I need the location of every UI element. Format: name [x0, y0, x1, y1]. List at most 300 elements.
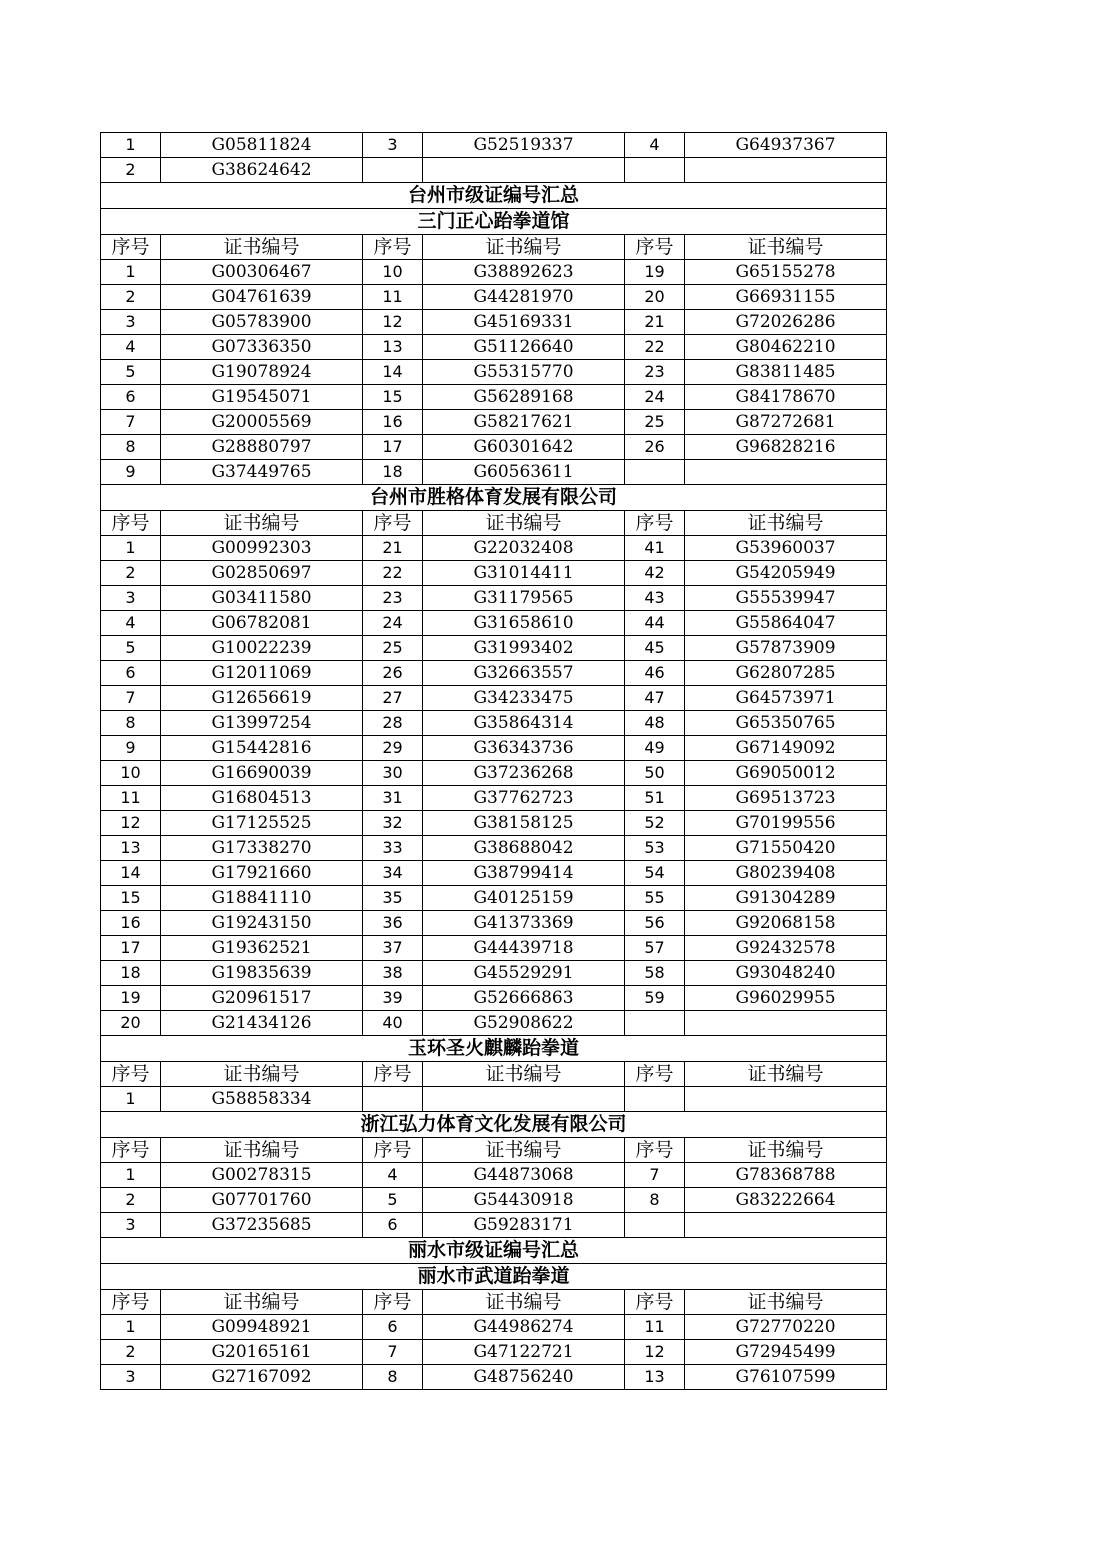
section-title: 丽水市武道跆拳道: [101, 1264, 887, 1290]
cert-number-cell: G52666863: [423, 986, 625, 1011]
seq-cell: 2: [101, 1188, 161, 1213]
cert-number-cell: G31658610: [423, 611, 625, 636]
header-cert: 证书编号: [161, 511, 363, 536]
cert-number-cell: G37235685: [161, 1213, 363, 1238]
header-cert: 证书编号: [423, 1062, 625, 1087]
seq-cell: 13: [625, 1365, 685, 1390]
seq-cell: 11: [625, 1315, 685, 1340]
cert-number-cell: G19078924: [161, 360, 363, 385]
seq-cell: 25: [363, 636, 423, 661]
section-title: 浙江弘力体育文化发展有限公司: [101, 1112, 887, 1138]
cert-number-cell: G41373369: [423, 911, 625, 936]
seq-cell: 3: [363, 133, 423, 158]
seq-cell: [363, 1087, 423, 1112]
cert-number-cell: G00306467: [161, 260, 363, 285]
table-row: [101, 435, 887, 460]
column-header-row: [101, 1290, 887, 1315]
seq-cell: 8: [363, 1365, 423, 1390]
cert-number-cell: [685, 1087, 887, 1112]
table-row: [101, 636, 887, 661]
seq-cell: 8: [101, 435, 161, 460]
cert-number-cell: G65350765: [685, 711, 887, 736]
table-row: [101, 561, 887, 586]
seq-cell: 55: [625, 886, 685, 911]
cert-number-cell: G22032408: [423, 536, 625, 561]
seq-cell: 11: [363, 285, 423, 310]
table-row: [101, 1087, 887, 1112]
seq-cell: 57: [625, 936, 685, 961]
header-cert: 证书编号: [161, 235, 363, 260]
table-row: [101, 1213, 887, 1238]
seq-cell: 33: [363, 836, 423, 861]
cert-number-cell: G19243150: [161, 911, 363, 936]
column-header-row: [101, 1138, 887, 1163]
cert-number-cell: G20005569: [161, 410, 363, 435]
cert-number-cell: G34233475: [423, 686, 625, 711]
seq-cell: 7: [625, 1163, 685, 1188]
table-row: [101, 611, 887, 636]
table-row: [101, 460, 887, 485]
cert-number-cell: [685, 1011, 887, 1036]
section-title: 玉环圣火麒麟跆拳道: [101, 1036, 887, 1062]
cert-number-cell: G91304289: [685, 886, 887, 911]
header-seq: 序号: [363, 511, 423, 536]
cert-number-cell: G80239408: [685, 861, 887, 886]
cert-number-cell: G31179565: [423, 586, 625, 611]
header-cert: 证书编号: [685, 1138, 887, 1163]
table-row: [101, 385, 887, 410]
table-row: [101, 936, 887, 961]
seq-cell: 8: [101, 711, 161, 736]
seq-cell: 36: [363, 911, 423, 936]
header-cert: 证书编号: [161, 1138, 363, 1163]
cert-number-cell: G36343736: [423, 736, 625, 761]
section-title-row: [101, 1036, 887, 1062]
cert-number-cell: G93048240: [685, 961, 887, 986]
table-row: [101, 786, 887, 811]
section-title: 丽水市级证编号汇总: [101, 1238, 887, 1264]
seq-cell: 26: [363, 661, 423, 686]
cert-number-cell: G45169331: [423, 310, 625, 335]
seq-cell: 9: [101, 736, 161, 761]
cert-number-cell: G87272681: [685, 410, 887, 435]
cert-number-cell: G92068158: [685, 911, 887, 936]
seq-cell: 31: [363, 786, 423, 811]
seq-cell: 21: [363, 536, 423, 561]
cert-number-cell: G00278315: [161, 1163, 363, 1188]
table-row: [101, 410, 887, 435]
header-seq: 序号: [101, 511, 161, 536]
table-row: [101, 1340, 887, 1365]
seq-cell: 26: [625, 435, 685, 460]
cert-number-cell: G38892623: [423, 260, 625, 285]
section-title: 台州市胜格体育发展有限公司: [101, 485, 887, 511]
seq-cell: 43: [625, 586, 685, 611]
seq-cell: 34: [363, 861, 423, 886]
header-seq: 序号: [625, 1138, 685, 1163]
seq-cell: 19: [101, 986, 161, 1011]
cert-number-cell: G54430918: [423, 1188, 625, 1213]
seq-cell: 54: [625, 861, 685, 886]
cert-number-cell: G40125159: [423, 886, 625, 911]
seq-cell: 13: [101, 836, 161, 861]
cert-number-cell: G31014411: [423, 561, 625, 586]
section-title: 台州市级证编号汇总: [101, 183, 887, 209]
seq-cell: 21: [625, 310, 685, 335]
table-row: [101, 360, 887, 385]
cert-number-cell: G13997254: [161, 711, 363, 736]
cert-number-cell: G44439718: [423, 936, 625, 961]
table-row: [101, 260, 887, 285]
cert-number-cell: G09948921: [161, 1315, 363, 1340]
cert-number-cell: G05783900: [161, 310, 363, 335]
column-header-row: [101, 235, 887, 260]
cert-number-cell: G17338270: [161, 836, 363, 861]
cert-number-cell: G76107599: [685, 1365, 887, 1390]
seq-cell: 13: [363, 335, 423, 360]
cert-number-cell: G16804513: [161, 786, 363, 811]
seq-cell: 16: [363, 410, 423, 435]
seq-cell: 42: [625, 561, 685, 586]
certificate-number-table: [100, 132, 887, 1390]
cert-number-cell: G51126640: [423, 335, 625, 360]
cert-number-cell: G53960037: [685, 536, 887, 561]
seq-cell: 1: [101, 1315, 161, 1340]
seq-cell: 5: [363, 1188, 423, 1213]
cert-number-cell: G10022239: [161, 636, 363, 661]
cert-number-cell: G21434126: [161, 1011, 363, 1036]
seq-cell: 1: [101, 133, 161, 158]
seq-cell: [625, 1213, 685, 1238]
header-seq: 序号: [101, 235, 161, 260]
header-cert: 证书编号: [685, 1290, 887, 1315]
cert-number-cell: G78368788: [685, 1163, 887, 1188]
cert-number-cell: G37449765: [161, 460, 363, 485]
header-cert: 证书编号: [423, 1290, 625, 1315]
cert-number-cell: [423, 158, 625, 183]
seq-cell: 29: [363, 736, 423, 761]
cert-number-cell: G17921660: [161, 861, 363, 886]
seq-cell: [363, 158, 423, 183]
seq-cell: 20: [101, 1011, 161, 1036]
cert-number-cell: G18841110: [161, 886, 363, 911]
cert-number-cell: G72026286: [685, 310, 887, 335]
seq-cell: 30: [363, 761, 423, 786]
cert-number-cell: G15442816: [161, 736, 363, 761]
table-row: [101, 761, 887, 786]
seq-cell: 32: [363, 811, 423, 836]
cert-number-cell: G59283171: [423, 1213, 625, 1238]
cert-number-cell: G96828216: [685, 435, 887, 460]
seq-cell: 7: [101, 410, 161, 435]
cert-number-cell: G47122721: [423, 1340, 625, 1365]
seq-cell: 5: [101, 360, 161, 385]
table-row: [101, 1315, 887, 1340]
seq-cell: 4: [625, 133, 685, 158]
seq-cell: 3: [101, 1365, 161, 1390]
seq-cell: 51: [625, 786, 685, 811]
table-row: [101, 836, 887, 861]
seq-cell: 6: [363, 1213, 423, 1238]
cert-number-cell: G72770220: [685, 1315, 887, 1340]
seq-cell: 2: [101, 1340, 161, 1365]
cert-number-cell: G05811824: [161, 133, 363, 158]
cert-number-cell: G65155278: [685, 260, 887, 285]
section-title-row: [101, 1264, 887, 1290]
seq-cell: 20: [625, 285, 685, 310]
table-row: [101, 586, 887, 611]
seq-cell: 59: [625, 986, 685, 1011]
table-row: [101, 861, 887, 886]
cert-number-cell: G67149092: [685, 736, 887, 761]
header-seq: 序号: [625, 235, 685, 260]
cert-number-cell: [423, 1087, 625, 1112]
cert-number-cell: G06782081: [161, 611, 363, 636]
seq-cell: 17: [363, 435, 423, 460]
seq-cell: 10: [101, 761, 161, 786]
seq-cell: 23: [625, 360, 685, 385]
seq-cell: 24: [625, 385, 685, 410]
cert-number-cell: G37762723: [423, 786, 625, 811]
seq-cell: 16: [101, 911, 161, 936]
table-row: [101, 736, 887, 761]
seq-cell: 15: [101, 886, 161, 911]
seq-cell: 18: [363, 460, 423, 485]
header-seq: 序号: [363, 1290, 423, 1315]
table-row: [101, 1163, 887, 1188]
cert-number-cell: [685, 158, 887, 183]
seq-cell: 12: [363, 310, 423, 335]
table-row: [101, 1365, 887, 1390]
cert-number-cell: G27167092: [161, 1365, 363, 1390]
cert-number-cell: G03411580: [161, 586, 363, 611]
section-title-row: [101, 485, 887, 511]
cert-number-cell: G28880797: [161, 435, 363, 460]
seq-cell: 4: [101, 611, 161, 636]
table-row: [101, 285, 887, 310]
table-row: [101, 961, 887, 986]
table-row: [101, 133, 887, 158]
seq-cell: 46: [625, 661, 685, 686]
table-body: [101, 133, 887, 1390]
cert-number-cell: G52519337: [423, 133, 625, 158]
seq-cell: 14: [363, 360, 423, 385]
header-cert: 证书编号: [685, 1062, 887, 1087]
table-row: [101, 536, 887, 561]
table-row: [101, 911, 887, 936]
seq-cell: 1: [101, 1087, 161, 1112]
table-row: [101, 986, 887, 1011]
table-row: [101, 686, 887, 711]
cert-number-cell: G83222664: [685, 1188, 887, 1213]
cert-number-cell: G70199556: [685, 811, 887, 836]
seq-cell: 3: [101, 1213, 161, 1238]
seq-cell: 6: [363, 1315, 423, 1340]
cert-number-cell: G69513723: [685, 786, 887, 811]
seq-cell: 48: [625, 711, 685, 736]
seq-cell: 17: [101, 936, 161, 961]
cert-number-cell: G07701760: [161, 1188, 363, 1213]
cert-number-cell: G00992303: [161, 536, 363, 561]
cert-number-cell: G64937367: [685, 133, 887, 158]
cert-number-cell: G48756240: [423, 1365, 625, 1390]
seq-cell: [625, 1011, 685, 1036]
cert-number-cell: G38688042: [423, 836, 625, 861]
header-seq: 序号: [363, 235, 423, 260]
cert-number-cell: [685, 460, 887, 485]
seq-cell: 2: [101, 158, 161, 183]
cert-number-cell: G52908622: [423, 1011, 625, 1036]
cert-number-cell: G20165161: [161, 1340, 363, 1365]
seq-cell: 14: [101, 861, 161, 886]
header-seq: 序号: [625, 1062, 685, 1087]
cert-number-cell: G96029955: [685, 986, 887, 1011]
seq-cell: 10: [363, 260, 423, 285]
cert-number-cell: G55315770: [423, 360, 625, 385]
cert-number-cell: G69050012: [685, 761, 887, 786]
cert-number-cell: [685, 1213, 887, 1238]
seq-cell: [625, 1087, 685, 1112]
seq-cell: 22: [625, 335, 685, 360]
cert-number-cell: G02850697: [161, 561, 363, 586]
section-title-row: [101, 183, 887, 209]
table-row: [101, 1188, 887, 1213]
seq-cell: 9: [101, 460, 161, 485]
cert-number-cell: G44986274: [423, 1315, 625, 1340]
column-header-row: [101, 1062, 887, 1087]
seq-cell: 35: [363, 886, 423, 911]
header-cert: 证书编号: [161, 1290, 363, 1315]
seq-cell: [625, 460, 685, 485]
seq-cell: 37: [363, 936, 423, 961]
seq-cell: 44: [625, 611, 685, 636]
cert-number-cell: G83811485: [685, 360, 887, 385]
cert-number-cell: G72945499: [685, 1340, 887, 1365]
table-row: [101, 711, 887, 736]
cert-number-cell: G38158125: [423, 811, 625, 836]
cert-number-cell: G12656619: [161, 686, 363, 711]
cert-number-cell: G32663557: [423, 661, 625, 686]
section-title-row: [101, 1238, 887, 1264]
cert-number-cell: G55539947: [685, 586, 887, 611]
cert-number-cell: G37236268: [423, 761, 625, 786]
cert-number-cell: G66931155: [685, 285, 887, 310]
table-row: [101, 335, 887, 360]
seq-cell: 53: [625, 836, 685, 861]
seq-cell: 7: [101, 686, 161, 711]
seq-cell: 27: [363, 686, 423, 711]
seq-cell: 4: [363, 1163, 423, 1188]
seq-cell: 45: [625, 636, 685, 661]
table-row: [101, 158, 887, 183]
table-row: [101, 310, 887, 335]
seq-cell: [625, 158, 685, 183]
header-cert: 证书编号: [423, 235, 625, 260]
table-row: [101, 1011, 887, 1036]
table-row: [101, 886, 887, 911]
seq-cell: 11: [101, 786, 161, 811]
seq-cell: 50: [625, 761, 685, 786]
seq-cell: 49: [625, 736, 685, 761]
header-seq: 序号: [363, 1138, 423, 1163]
seq-cell: 5: [101, 636, 161, 661]
cert-number-cell: G71550420: [685, 836, 887, 861]
seq-cell: 15: [363, 385, 423, 410]
seq-cell: 52: [625, 811, 685, 836]
cert-number-cell: G19362521: [161, 936, 363, 961]
cert-number-cell: G84178670: [685, 385, 887, 410]
seq-cell: 24: [363, 611, 423, 636]
header-cert: 证书编号: [423, 1138, 625, 1163]
cert-number-cell: G54205949: [685, 561, 887, 586]
seq-cell: 40: [363, 1011, 423, 1036]
cert-number-cell: G58217621: [423, 410, 625, 435]
header-seq: 序号: [625, 511, 685, 536]
seq-cell: 6: [101, 385, 161, 410]
seq-cell: 22: [363, 561, 423, 586]
column-header-row: [101, 511, 887, 536]
seq-cell: 1: [101, 260, 161, 285]
seq-cell: 12: [101, 811, 161, 836]
cert-number-cell: G17125525: [161, 811, 363, 836]
seq-cell: 19: [625, 260, 685, 285]
seq-cell: 3: [101, 586, 161, 611]
cert-number-cell: G20961517: [161, 986, 363, 1011]
seq-cell: 23: [363, 586, 423, 611]
cert-number-cell: G60301642: [423, 435, 625, 460]
seq-cell: 12: [625, 1340, 685, 1365]
cert-number-cell: G31993402: [423, 636, 625, 661]
cert-number-cell: G35864314: [423, 711, 625, 736]
header-seq: 序号: [363, 1062, 423, 1087]
seq-cell: 25: [625, 410, 685, 435]
cert-number-cell: G58858334: [161, 1087, 363, 1112]
header-cert: 证书编号: [423, 511, 625, 536]
header-cert: 证书编号: [161, 1062, 363, 1087]
cert-number-cell: G57873909: [685, 636, 887, 661]
cert-number-cell: G19835639: [161, 961, 363, 986]
seq-cell: 18: [101, 961, 161, 986]
seq-cell: 28: [363, 711, 423, 736]
cert-number-cell: G04761639: [161, 285, 363, 310]
cert-number-cell: G80462210: [685, 335, 887, 360]
cert-number-cell: G38624642: [161, 158, 363, 183]
header-cert: 证书编号: [685, 511, 887, 536]
header-seq: 序号: [101, 1062, 161, 1087]
seq-cell: 4: [101, 335, 161, 360]
table-row: [101, 811, 887, 836]
seq-cell: 1: [101, 1163, 161, 1188]
cert-number-cell: G19545071: [161, 385, 363, 410]
cert-number-cell: G62807285: [685, 661, 887, 686]
cert-number-cell: G55864047: [685, 611, 887, 636]
cert-number-cell: G45529291: [423, 961, 625, 986]
seq-cell: 2: [101, 285, 161, 310]
seq-cell: 58: [625, 961, 685, 986]
header-cert: 证书编号: [685, 235, 887, 260]
seq-cell: 38: [363, 961, 423, 986]
cert-number-cell: G16690039: [161, 761, 363, 786]
header-seq: 序号: [101, 1290, 161, 1315]
cert-number-cell: G44281970: [423, 285, 625, 310]
cert-number-cell: G56289168: [423, 385, 625, 410]
cert-number-cell: G92432578: [685, 936, 887, 961]
seq-cell: 39: [363, 986, 423, 1011]
cert-number-cell: G07336350: [161, 335, 363, 360]
seq-cell: 6: [101, 661, 161, 686]
seq-cell: 56: [625, 911, 685, 936]
section-title-row: [101, 209, 887, 235]
